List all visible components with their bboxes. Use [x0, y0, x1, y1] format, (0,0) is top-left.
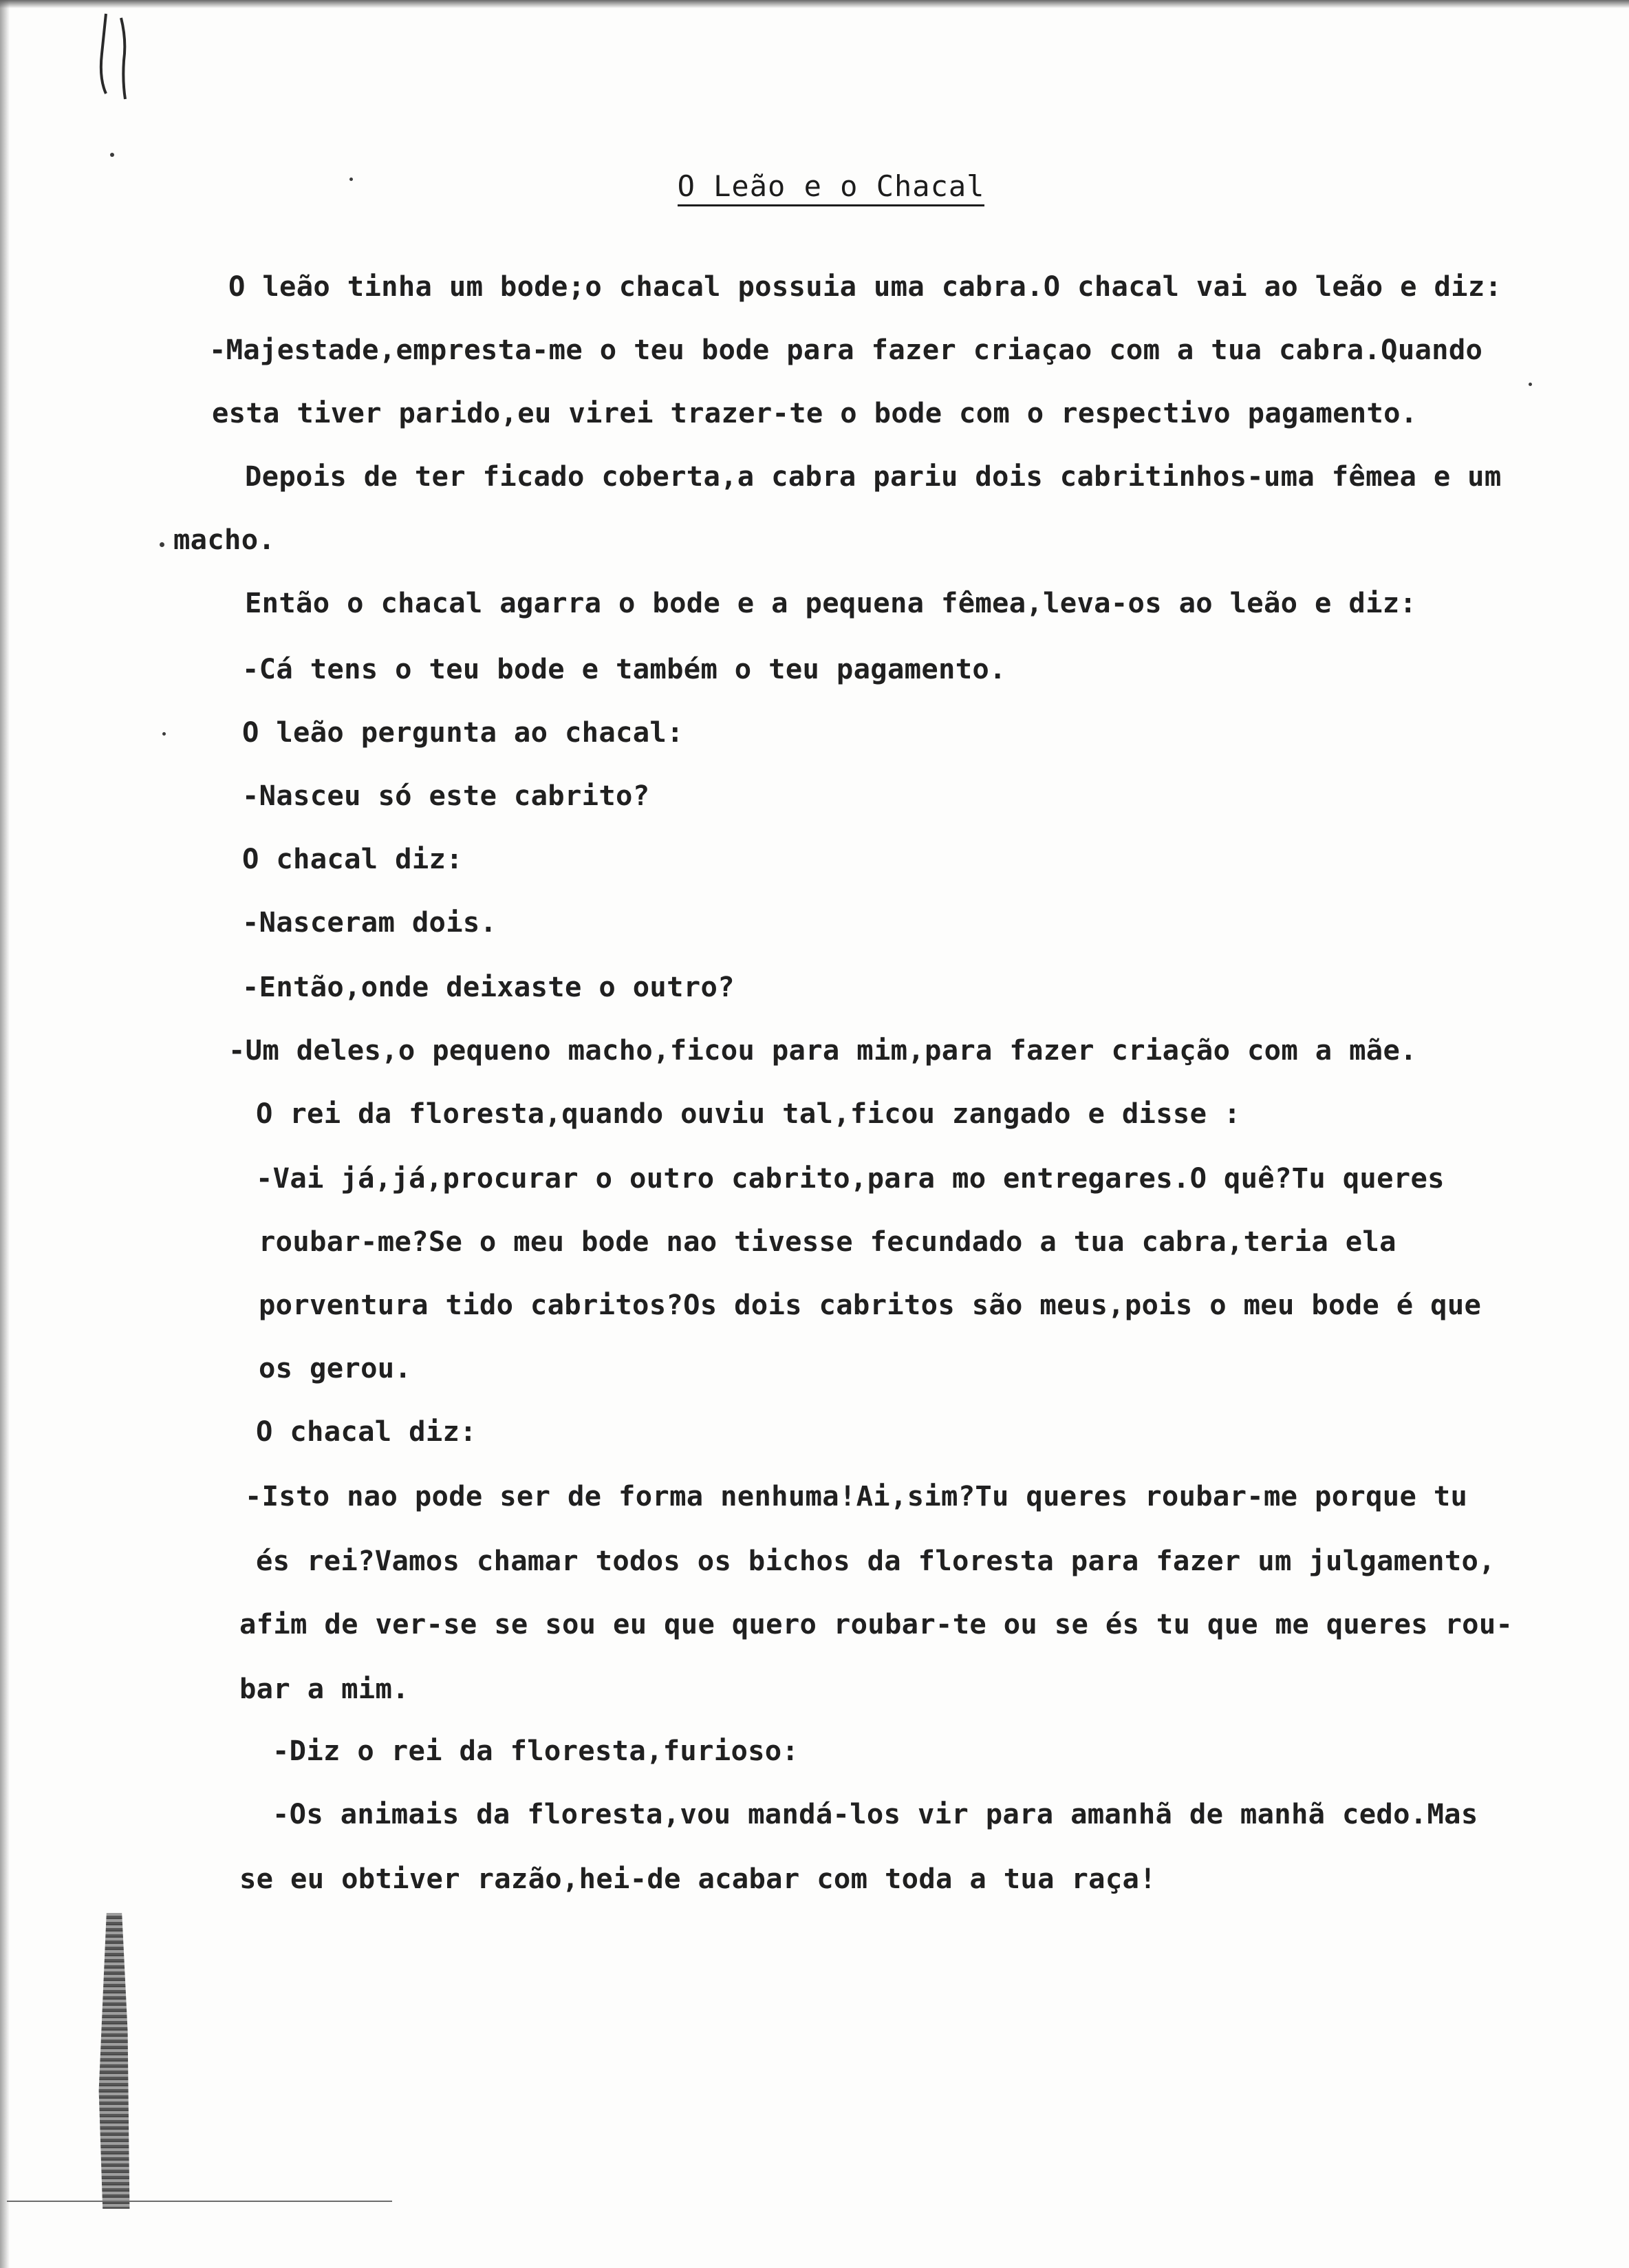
text-line: Então o chacal agarra o bode e a pequena fêmea,leva-os ao leão e diz:	[245, 586, 1417, 619]
text-line: Depois de ter ficado coberta,a cabra pariu dois cabritinhos-uma fêmea e um	[245, 460, 1502, 493]
text-line: -Então,onde deixaste o outro?	[242, 970, 735, 1003]
text-line: -Isto nao pode ser de forma nenhuma!Ai,sim?Tu queres roubar-me porque tu	[245, 1479, 1468, 1512]
text-line: os gerou.	[259, 1351, 412, 1384]
text-line: -Um deles,o pequeno macho,ficou para mim,para fazer criação com a mãe.	[228, 1034, 1417, 1067]
text-line: és rei?Vamos chamar todos os bichos da floresta para fazer um julgamento,	[256, 1544, 1496, 1577]
text-line: -Cá tens o teu bode e também o teu pagamento.	[242, 652, 1006, 685]
text-line: macho.	[173, 523, 276, 556]
text-line: -Diz o rei da floresta,furioso:	[272, 1734, 799, 1767]
text-line: O leão tinha um bode;o chacal possuia uma cabra.O chacal vai ao leão e diz:	[228, 270, 1502, 303]
text-line: -Os animais da floresta,vou mandá-los vir para amanhã de manhã cedo.Mas	[272, 1797, 1478, 1830]
text-line: afim de ver-se se sou eu que quero roubar-te ou se és tu que me queres rou-	[239, 1607, 1513, 1640]
text-line: roubar-me?Se o meu bode nao tivesse fecundado a tua cabra,teria ela	[259, 1225, 1396, 1258]
text-line: -Vai já,já,procurar o outro cabrito,para mo entregares.O quê?Tu queres	[256, 1162, 1445, 1195]
text-line: O chacal diz:	[242, 842, 463, 875]
text-line: -Nasceu só este cabrito?	[242, 779, 650, 812]
document-title-text: O Leão e o Chacal	[678, 169, 985, 206]
text-line: -Majestade,empresta-me o teu bode para fazer criaçao com a tua cabra.Quando	[209, 333, 1483, 366]
text-line: O leão pergunta ao chacal:	[242, 716, 684, 749]
text-line: porventura tido cabritos?Os dois cabritos são meus,pois o meu bode é que	[259, 1288, 1482, 1321]
text-line: bar a mim.	[239, 1672, 409, 1705]
text-line: -Nasceram dois.	[242, 906, 497, 939]
text-line: O rei da floresta,quando ouviu tal,ficou zangado e disse :	[256, 1097, 1241, 1130]
text-line: O chacal diz:	[256, 1415, 477, 1448]
text-line: se eu obtiver razão,hei-de acabar com toda a tua raça!	[239, 1862, 1156, 1895]
text-line: esta tiver parido,eu virei trazer-te o bode com o respectivo pagamento.	[212, 396, 1418, 429]
